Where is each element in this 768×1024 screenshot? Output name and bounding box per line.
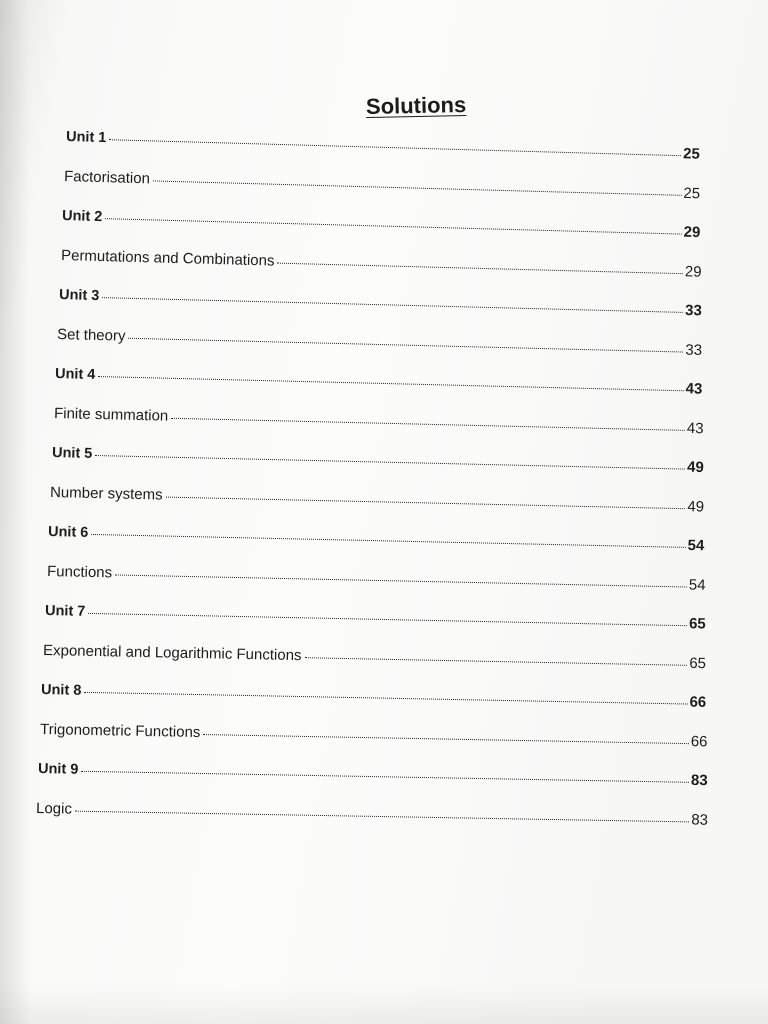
toc-entry-logic [36,800,708,836]
toc-entry-label: Functions [46,562,112,582]
toc-entry-unit-8 [41,681,707,718]
toc-entry-page: 29 [684,262,702,281]
toc-entry-unit-9 [38,760,708,796]
toc-entry-unit-1 [66,128,700,170]
toc-entry-set-theory [57,326,703,366]
dot-leader [166,496,686,509]
toc-entry-unit-7 [45,602,706,640]
dot-leader [92,534,686,548]
toc-entry-permutations-and-combinations [60,247,701,288]
toc-entry-label: Finite summation [53,404,169,425]
toc-entry-label: Unit 3 [58,287,100,305]
toc-entry-page: 49 [687,497,705,516]
page-title: Solutions [365,91,467,120]
toc-entry-unit-5 [52,444,704,483]
toc-entry-finite-summation [53,405,703,444]
dot-leader [153,180,682,195]
toc-entry-exponential-and-logarithmic-functions [43,642,706,679]
toc-entry-page: 49 [686,458,704,477]
dot-leader [106,218,682,234]
toc-entry-trigonometric-functions [39,721,707,757]
toc-entry-functions [46,563,705,601]
toc-entry-label: Logic [35,800,73,818]
toc-entry-label: Set theory [57,325,126,345]
toc-entry-page: 33 [684,302,702,320]
toc-entry-label: Unit 4 [55,366,96,384]
toc-entry-page: 43 [686,419,704,438]
toc-entry-label: Unit 9 [37,761,79,779]
toc-entry-page: 83 [691,811,709,829]
toc-entry-label: Unit 7 [44,603,86,621]
toc-entry-factorisation [64,168,701,209]
toc-entry-label: Exponential and Logarithmic Functions [42,641,302,665]
dot-leader [85,692,688,705]
toc-entry-label: Unit 8 [41,682,82,700]
toc-entry-label: Trigonometric Functions [39,720,201,741]
toc-entry-unit-6 [48,523,705,561]
dot-leader [171,417,685,430]
toc-entry-page: 33 [685,341,703,359]
toc-entry-page: 43 [685,380,703,398]
toc-entry-page: 54 [688,576,706,594]
toc-entry-label: Unit 5 [51,445,93,463]
dot-leader [88,613,687,626]
dot-leader [95,455,685,470]
toc-entry-unit-3 [59,286,702,326]
dot-leader [99,376,684,391]
toc-entry-label: Unit 2 [62,208,104,226]
dot-leader [129,337,684,352]
toc-entry-label: Unit 6 [48,524,89,542]
dot-leader [75,811,689,823]
toc-entry-label: Number systems [49,483,163,504]
toc-entry-label: Permutations and Combinations [60,246,275,270]
toc-entry-page: 29 [683,223,702,242]
toc-entry-page: 66 [690,733,708,751]
toc-entry-page: 65 [689,654,707,673]
toc-entry-page: 83 [690,772,708,790]
dot-leader [102,297,683,313]
dot-leader [305,657,688,666]
dot-leader [115,574,687,587]
toc-entry-label: Factorisation [64,167,151,187]
toc-entry-page: 65 [688,615,706,633]
toc-entry-page: 25 [682,145,701,163]
toc-entry-number-systems [50,484,704,523]
toc-entry-page: 66 [689,693,707,712]
dot-leader [109,139,681,156]
toc-entry-unit-2 [62,207,701,248]
toc-entry-unit-4 [55,365,703,405]
dot-leader [203,734,688,744]
toc-entry-page: 54 [687,537,705,555]
toc-entry-label: Unit 1 [65,129,107,147]
dot-leader [277,262,682,274]
toc-entry-page: 25 [683,184,701,202]
dot-leader [81,771,689,783]
